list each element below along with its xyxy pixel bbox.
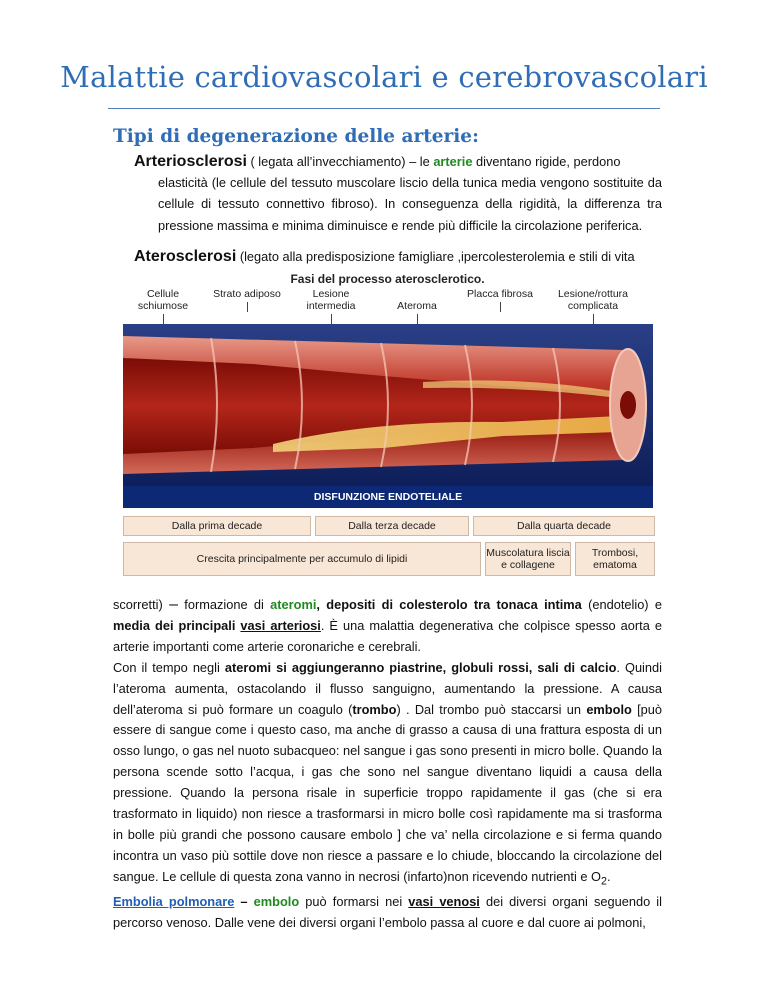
body-s07: media dei principali [113, 617, 241, 633]
arteriosclerosi-text-b: diventano rigide, perdono [472, 154, 621, 169]
decade-box-1: Dalla prima decade [123, 516, 311, 536]
stage-label-5: Placca fibrosa [460, 288, 540, 300]
body-s24: dei diversi organi seguendo il percorso venoso. Dalle vene dei diversi organi l’embolo passa al cuore e dal cuore ai polmoni, [113, 894, 662, 931]
stage-labels [115, 288, 660, 328]
vasi-venosi: vasi venosi [408, 894, 480, 910]
body-s10: Con il tempo negli [113, 659, 225, 675]
body-s14: ) . Dal trombo può staccarsi un [396, 701, 587, 717]
trombo-term: trombo [352, 701, 397, 717]
stage-label-6: Lesione/rottura complicata [553, 288, 633, 312]
stage-label-2: Strato adiposo [207, 288, 287, 300]
embolia-polmonare-link[interactable]: Embolia polmonare [113, 894, 235, 910]
body-s02: – [169, 596, 178, 613]
body-s05: , depositi di colesterolo tra tonaca intima [316, 597, 582, 612]
vasi-arteriosi: vasi arteriosi [240, 617, 321, 633]
body-s03: formazione di [177, 597, 271, 612]
decade-box-2: Dalla terza decade [315, 516, 469, 536]
embolo-highlight: embolo [253, 894, 300, 910]
body-s09: . È una malattia degenerativa che colpisce spesso aorta e arterie importanti come arterie coronariche e cerebrali. [113, 617, 662, 654]
arteriosclerosi-paragraph [134, 151, 662, 236]
aterosclerosi-term: Aterosclerosi [134, 248, 237, 265]
stage-label-1: Cellule schiumose [123, 288, 203, 312]
growth-box-thrombosis: Trombosi, ematoma [575, 542, 655, 576]
aterosclerosi-text: (legato alla predisposizione famigliare ,ipercolesterolemia e stili di vita [236, 249, 635, 264]
arteriosclerosi-text-a: ( legata all’invecchiamento) – le [246, 154, 434, 169]
body-s11: ateromi si aggiungeranno piastrine, globuli rossi, sali di calcio [224, 659, 617, 675]
artery-illustration [123, 324, 653, 486]
growth-box-lipids: Crescita principalmente per accumulo di lipidi [123, 542, 481, 576]
page-title: Malattie cardiovascolari e cerebrovascolari [60, 60, 708, 94]
arteriosclerosi-description: elasticità (le cellule del tessuto muscolare liscio della tunica media vengono sostituite da cellule di tessuto connettivo fibroso). In conseguenza della rigidità, la differenza tra pressione massima e minima diminuisce e rende più difficile la circolazione periferica. [158, 175, 662, 233]
atherosclerosis-figure [115, 272, 660, 578]
body-s18: . [606, 868, 611, 884]
arterie-highlight: arterie [433, 154, 473, 169]
body-s17: 2 [601, 875, 607, 888]
growth-box-muscle: Muscolatura liscia e collagene [485, 542, 571, 576]
aterosclerosi-body [113, 595, 662, 934]
embolo-term: embolo [586, 701, 632, 717]
body-s20: – [234, 894, 254, 910]
body-s01: scorretti) [113, 597, 170, 612]
body-s06: (endotelio) e [581, 597, 662, 612]
section-heading: Tipi di degenerazione delle arterie: [113, 126, 479, 147]
vessel-opening-lumen [620, 391, 636, 419]
figure-title: Fasi del processo aterosclerotico. [290, 272, 485, 286]
body-s16: [può essere di sangue come i questo caso, ma anche di grasso a causa di una frattura esposta di un osso lungo, o gas nel nuoto subacqueo: nel sangue i gas sono presenti in micro bolle. Quando la persona scende sotto l’acqua, i gas che sono nel sangue diventano liquidi a causa della pressione. Quando la persona risale in superficie troppo rapidamente il gas (che si era trasformato in liquido) non riesce a trasformarsi in micro bolle così rapidamente ma si trasforma in bolle più grandi che possono causare embolo ] che va’ nella circolazione e si ferma quando incontra un vaso più sottile dove non riesce a passare e lo chiude, bloccando la circolazione del sangue. Le cellule di questa zona vanno in necrosi (infarto)non ricevendo nutrienti e O [113, 701, 663, 884]
stage-label-4: Ateroma [377, 300, 457, 312]
decade-box-3: Dalla quarta decade [473, 516, 655, 536]
aterosclerosi-paragraph [134, 246, 662, 267]
body-s22: può formarsi nei [299, 894, 409, 910]
ateromi-highlight: ateromi [270, 597, 317, 612]
title-underline [108, 108, 660, 109]
stage-label-3: Lesione intermedia [291, 288, 371, 312]
arteriosclerosi-term: Arteriosclerosi [134, 153, 247, 170]
endothelial-dysfunction-banner: DISFUNZIONE ENDOTELIALE [123, 486, 653, 508]
body-s12: . Quindi l’ateroma aumenta, ostacolando il flusso sanguigno, aumentando la pressione. A causa dell’ateroma si può formare un coagulo ( [113, 659, 662, 717]
